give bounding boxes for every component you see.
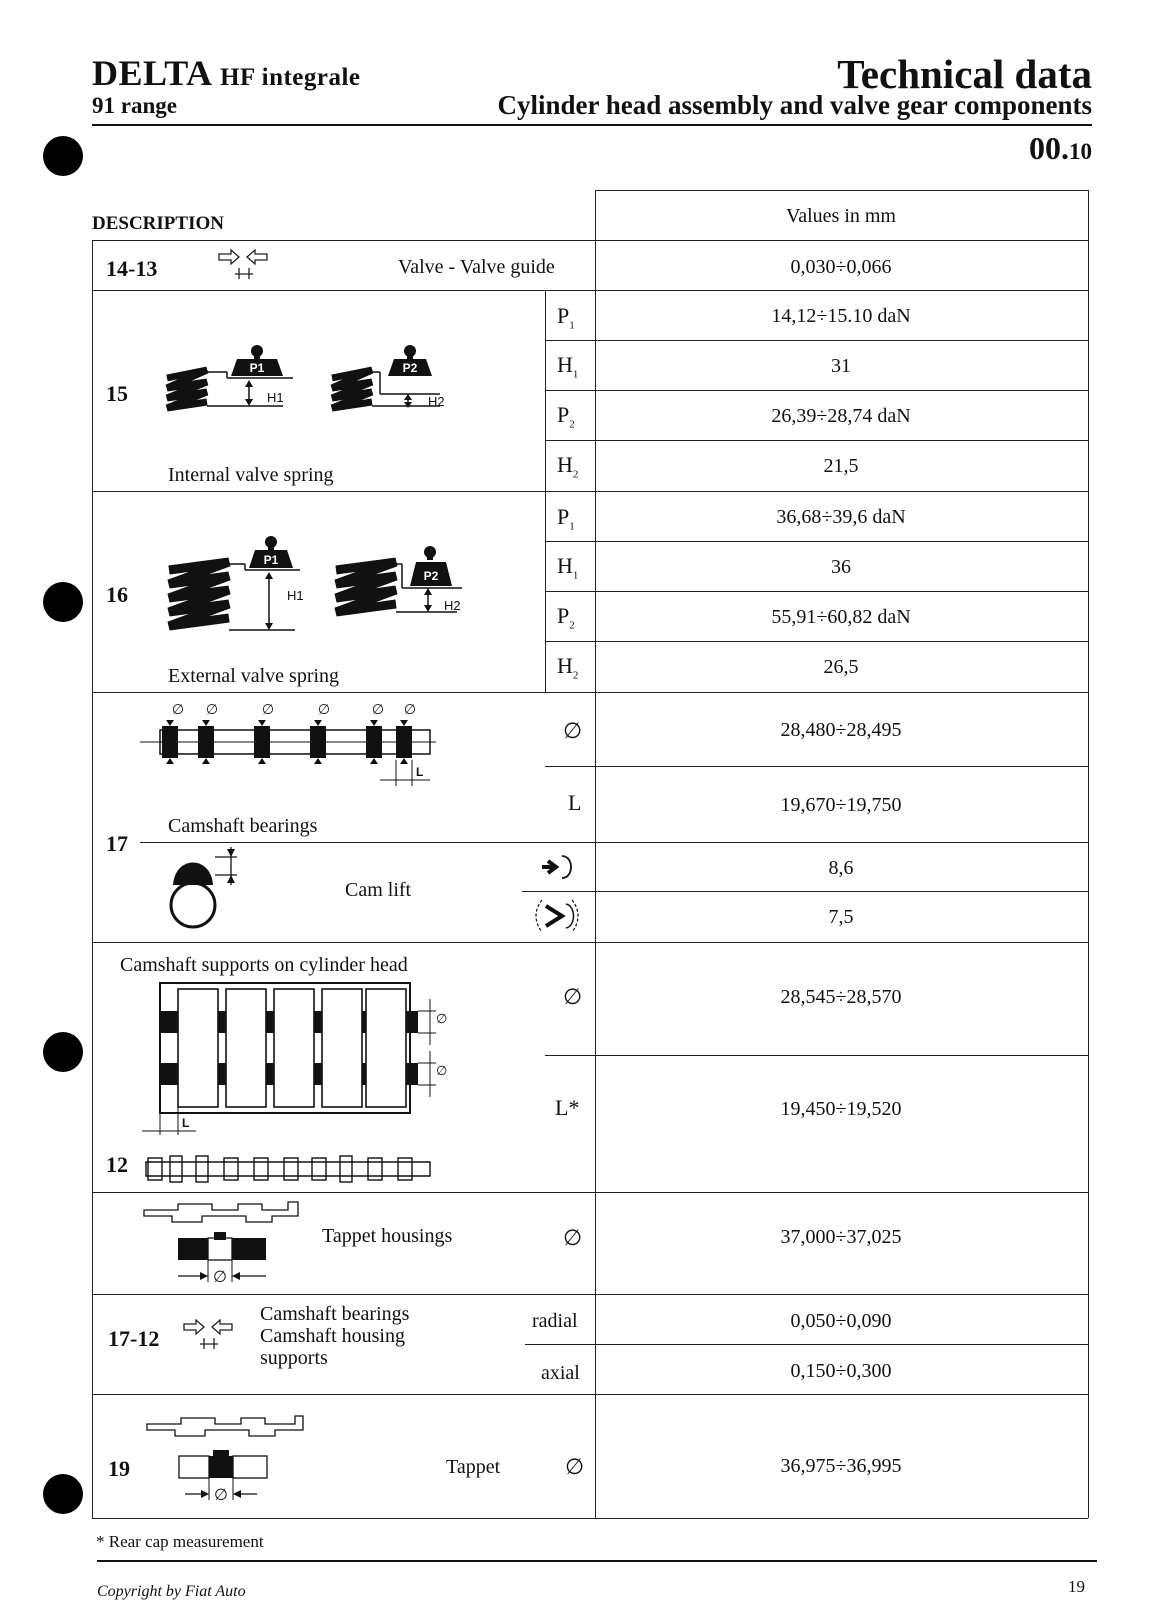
label-radial: radial [532, 1310, 578, 1332]
table-line [92, 240, 93, 1518]
row-label-camshaft-bearings: Camshaft bearings [260, 1303, 410, 1325]
table-line [92, 692, 1088, 693]
table-line [545, 766, 1088, 767]
table-line [92, 942, 1088, 943]
spring-load-diagram [330, 342, 465, 422]
camshaft-supports-diagram [140, 975, 460, 1150]
dia-symbol: ∅ [403, 703, 417, 718]
dia-symbol: ∅ [205, 703, 219, 718]
dia-symbol: ∅ [436, 1063, 448, 1078]
dia-symbol: ∅ [436, 1011, 448, 1026]
row-label-tappet-housings: Tappet housings [322, 1225, 453, 1247]
table-line [545, 591, 1088, 592]
values-header: Values in mm [786, 205, 896, 227]
label-axial: axial [541, 1362, 580, 1384]
value-internal-h2: 21,5 [823, 455, 859, 477]
cam-lift-diagram [165, 845, 275, 935]
h1-label: H1 [287, 588, 304, 603]
table-line [92, 290, 1088, 291]
copyright: Copyright by Fiat Auto [97, 1583, 246, 1600]
table-line [525, 1344, 1088, 1345]
table-line [1088, 190, 1089, 1518]
clearance-arrows-icon [215, 248, 271, 280]
section-code-sub: 10 [1069, 139, 1092, 164]
row-label-internal-spring: Internal valve spring [168, 464, 334, 486]
page-title: Technical data [837, 51, 1092, 97]
row-label-camshaft-supports: Camshaft supports on cylinder head [120, 954, 408, 976]
symbol-h1: $H_1$ [557, 553, 579, 582]
value-camshaft-support-diameter: 28,545÷28,570 [780, 986, 902, 1008]
table-line [92, 1294, 1088, 1295]
section-code-main: 00. [1029, 130, 1069, 166]
value-clearance-radial: 0,050÷0,090 [790, 1310, 892, 1332]
value-tappet-diameter: 36,975÷36,995 [780, 1455, 902, 1477]
table-line [545, 541, 1088, 542]
table-line [92, 240, 1088, 241]
brand-name: DELTA [92, 53, 211, 93]
value-camshaft-bearing-diameter: 28,480÷28,495 [780, 719, 902, 741]
footnote: * Rear cap measurement [96, 1532, 264, 1551]
table-line [545, 290, 546, 692]
spring-load-diagram [165, 530, 315, 640]
tappet-housing-diagram [142, 1198, 302, 1288]
symbol-h2: $H_2$ [557, 452, 579, 481]
exhaust-cam-icon [536, 896, 580, 936]
punch-hole-4 [43, 1474, 83, 1514]
camshaft-side-diagram [140, 1148, 440, 1192]
row-ref-12: 12 [106, 1152, 128, 1177]
row-ref-19: 19 [108, 1456, 130, 1481]
dia-symbol: ∅ [171, 703, 185, 718]
table-line [92, 1192, 1088, 1193]
table-line [545, 340, 1088, 341]
p2-label: P2 [423, 569, 439, 583]
row-label-valve-guide: Valve - Valve guide [398, 256, 555, 278]
symbol-length: L* [555, 1095, 580, 1120]
table-line [92, 491, 1088, 492]
table-line [545, 1055, 1088, 1056]
row-label-supports: supports [260, 1347, 328, 1369]
row-ref-17: 17 [106, 831, 128, 856]
row-ref-15: 15 [106, 381, 128, 406]
dia-symbol: ∅ [371, 703, 385, 718]
value-external-h1: 36 [831, 556, 851, 578]
value-cam-lift-exhaust: 7,5 [828, 906, 854, 928]
section-title: Cylinder head assembly and valve gear components [497, 90, 1092, 120]
row-label-camshaft-housing: Camshaft housing [260, 1325, 405, 1347]
value-external-p2: 55,91÷60,82 daN [771, 606, 911, 628]
value-internal-p1: 14,12÷15.10 daN [771, 305, 911, 327]
row-label-cam-lift: Cam lift [345, 879, 412, 901]
p1-label: P1 [249, 361, 265, 375]
row-label-camshaft-bearings: Camshaft bearings [168, 815, 318, 837]
punch-hole-3 [43, 1032, 83, 1072]
table-line [545, 641, 1088, 642]
value-cam-lift-intake: 8,6 [828, 857, 854, 879]
value-camshaft-bearing-length: 19,670÷19,750 [780, 794, 902, 816]
tappet-diagram [145, 1410, 310, 1505]
l-label: L [182, 1116, 190, 1130]
table-line [92, 1518, 1088, 1519]
section-code [1029, 130, 1092, 167]
h2-label: H2 [428, 394, 445, 409]
dia-symbol: ∅ [317, 703, 331, 718]
h1-label: H1 [267, 390, 284, 405]
brand-model: HF integrale [220, 64, 361, 91]
symbol-diameter: ∅ [563, 1225, 583, 1250]
value-internal-p2: 26,39÷28,74 daN [771, 405, 911, 427]
table-line [522, 891, 1088, 892]
page-number: 19 [1068, 1577, 1085, 1596]
row-label-external-spring: External valve spring [168, 665, 340, 687]
symbol-length: L [568, 790, 582, 815]
symbol-h2: $H_2$ [557, 653, 579, 682]
symbol-p2: $P_2$ [557, 603, 575, 632]
dia-symbol: ∅ [261, 703, 275, 718]
table-line [545, 440, 1088, 441]
footer-rule [97, 1560, 1097, 1562]
p1-label: P1 [263, 553, 279, 567]
value-internal-h1: 31 [831, 355, 851, 377]
value-clearance-axial: 0,150÷0,300 [790, 1360, 892, 1382]
model-range: 91 range [92, 93, 177, 118]
punch-hole-2 [43, 582, 83, 622]
value-camshaft-support-length: 19,450÷19,520 [780, 1098, 902, 1120]
symbol-p1: $P_1$ [557, 303, 575, 332]
p2-label: P2 [402, 361, 418, 375]
camshaft-bearings-diagram [140, 700, 450, 795]
symbol-p2: $P_2$ [557, 402, 575, 431]
intake-cam-icon [540, 852, 580, 882]
clearance-arrows-icon [180, 1318, 236, 1350]
brand-title [92, 52, 361, 94]
table-line [140, 842, 1088, 843]
spring-load-diagram [165, 342, 300, 422]
description-header: DESCRIPTION [92, 213, 224, 234]
symbol-diameter: ∅ [563, 718, 583, 743]
dia-symbol: ∅ [214, 1487, 228, 1504]
symbol-diameter: ∅ [565, 1454, 585, 1479]
table-line [545, 390, 1088, 391]
row-ref-14-13: 14-13 [106, 256, 158, 281]
symbol-p1: $P_1$ [557, 504, 575, 533]
symbol-h1: $H_1$ [557, 352, 579, 381]
value-external-h2: 26,5 [823, 656, 859, 678]
symbol-diameter: ∅ [563, 984, 583, 1009]
value-tappet-housing-diameter: 37,000÷37,025 [780, 1226, 902, 1248]
table-line [92, 1394, 1088, 1395]
header-rule [92, 124, 1092, 126]
table-line [595, 190, 1088, 191]
row-ref-16: 16 [106, 582, 128, 607]
row-label-tappet: Tappet [446, 1456, 501, 1478]
value-external-p1: 36,68÷39,6 daN [776, 506, 906, 528]
dia-symbol: ∅ [213, 1269, 227, 1286]
spring-load-diagram [332, 530, 482, 640]
punch-hole-1 [43, 136, 83, 176]
row-ref-17-12: 17-12 [108, 1326, 160, 1351]
l-label: L [416, 765, 424, 779]
value-valve-guide-clearance: 0,030÷0,066 [790, 256, 892, 278]
h2-label: H2 [444, 598, 461, 613]
